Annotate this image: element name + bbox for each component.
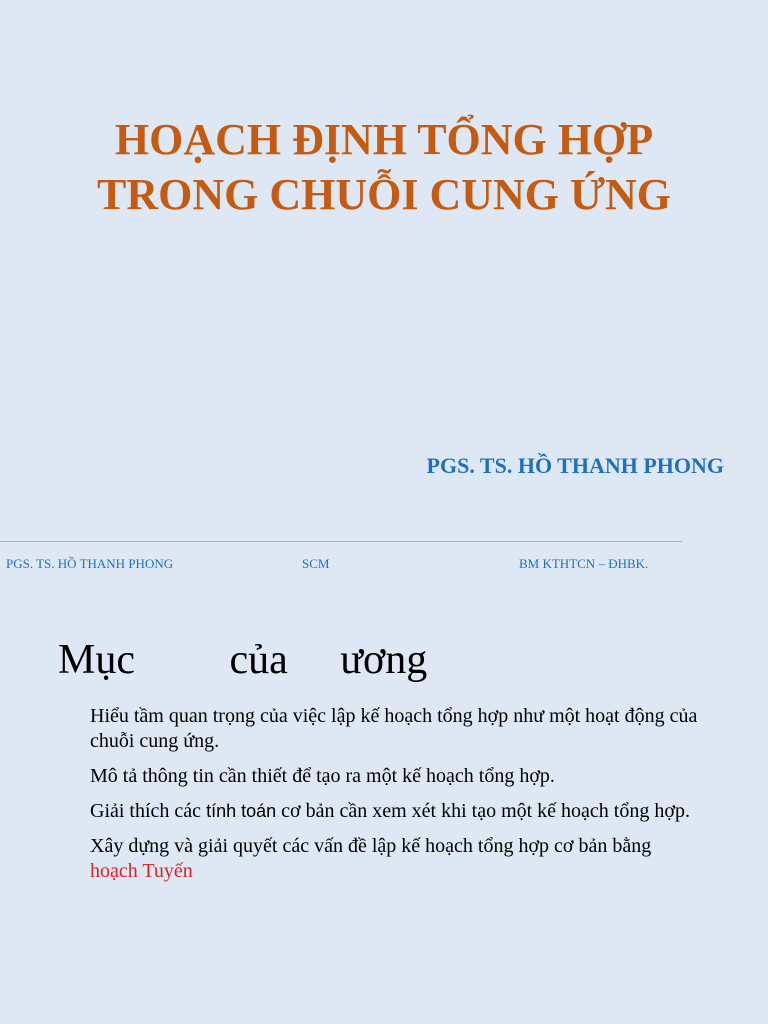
- footer-author: PGS. TS. HỒ THANH PHONG: [6, 556, 174, 571]
- footer-department: BM KTHTCN – ĐHBK.: [519, 556, 649, 571]
- objective-item-1: Hiểu tầm quan trọng của việc lập kế hoạch tổng hợp như một hoạt động của chuỗi cung ứng.: [90, 705, 698, 752]
- slide-title-line-2: TRONG CHUỖI CUNG ỨNG: [96, 170, 672, 219]
- objective-item-4: [90, 834, 700, 884]
- objective-item-2: Mô tả thông tin cần thiết để tạo ra một kế hoạch tổng hợp.: [90, 765, 555, 787]
- objective-4-text-b: hoạch Tuyến: [90, 860, 193, 882]
- objective-3-text-b: tính toán: [206, 801, 277, 821]
- slide-title: [0, 112, 768, 222]
- author-name: PGS. TS. HỒ THANH PHONG: [426, 453, 724, 478]
- objective-item-3: [90, 799, 700, 824]
- objectives-heading: Mục của ương: [58, 637, 428, 683]
- slide-title-line-1: HOẠCH ĐỊNH TỔNG HỢP: [114, 115, 654, 164]
- objectives-list: [90, 704, 700, 894]
- footer-course: SCM: [302, 556, 330, 571]
- objective-4-text-a: Xây dựng và giải quyết các vấn đề lập kế hoạch tổng hợp cơ bản bằng: [90, 835, 692, 857]
- objective-3-text-a: Giải thích các: [90, 800, 207, 822]
- objective-3-text-c: cơ bản cần xem xét khi tạo một kế hoạch tổng hợp.: [276, 800, 690, 822]
- objectives-slide: [0, 600, 768, 1024]
- footer-divider: [0, 541, 682, 542]
